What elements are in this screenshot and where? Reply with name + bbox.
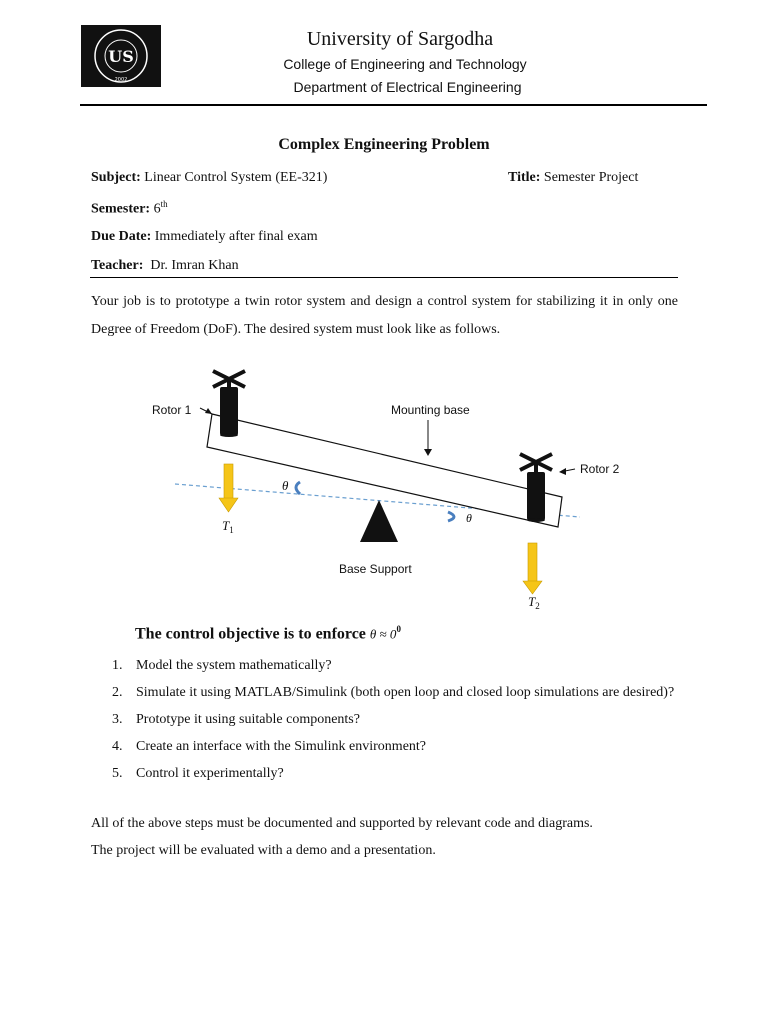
closing-line-2: The project will be evaluated with a demo and a presentation. [91,843,436,858]
svg-text:T2 [528,594,540,611]
header-divider [80,104,707,106]
theta-arrow-left [296,482,300,494]
rotor-1-label: Rotor 1 [152,403,192,417]
thrust-arrow-t1 [219,464,238,512]
due-date-field [91,229,318,245]
teacher-label: Teacher: [91,258,144,273]
list-item-number: 2. [112,685,123,700]
theta-label-left: θ [282,478,289,493]
list-item-text: Model the system mathematically? [136,658,332,673]
t2-subscript: 2 [535,601,540,611]
semester-value: 6 [153,201,161,217]
base-support-label: Base Support [339,562,412,576]
t1-label: T [222,518,230,533]
t2-label: T [528,594,536,609]
subject-value: Linear Control System (EE-321) [144,170,328,185]
subject-label: Subject: [91,170,141,185]
thrust-arrow-t2 [523,543,542,594]
list-item [112,679,678,706]
list-item-text: Prototype it using suitable components? [136,712,360,727]
semester-suffix: th [160,199,168,209]
list-item [112,733,678,760]
college-name: College of Engineering and Technology [283,56,527,72]
t1-subscript: 1 [229,525,234,535]
list-item [112,706,678,733]
theta-label-right: θ [466,511,472,525]
list-item [112,760,678,787]
mounting-base-label: Mounting base [391,403,470,417]
objective-text: The control objective is to enforce [135,625,366,643]
list-item-text: Create an interface with the Simulink environment? [136,739,427,754]
title-field [508,170,638,186]
list-item-number: 4. [112,739,123,754]
steps-list [112,652,678,787]
due-date-value: Immediately after final exam [154,229,318,244]
mounting-base-bar [207,414,562,527]
svg-text:T1 [222,518,234,535]
title-value: Semester Project [543,170,639,185]
list-item [112,652,678,679]
objective-math-sup: 0 [396,624,401,634]
university-name: University of Sargodha [306,28,494,50]
base-support-triangle [360,500,398,542]
due-date-label: Due Date: [91,229,152,244]
title-label: Title: [508,170,541,185]
list-item-text: Control it experimentally? [136,766,284,781]
rotor-2-label: Rotor 2 [580,462,620,476]
list-item-number: 1. [112,658,123,673]
semester-label: Semester: [91,201,151,217]
teacher-field [91,258,239,274]
theta-arrow-right [448,512,454,521]
logo-initials: US [108,47,134,66]
semester-field [91,199,168,218]
document-title: Complex Engineering Problem [278,136,490,153]
objective-math: θ ≈ 0 [369,626,397,642]
closing-line-1: All of the above steps must be documented and supported by relevant code and diagrams. [91,816,593,831]
subject-field [91,170,327,186]
intro-paragraph: Your job is to prototype a twin rotor system and design a control system for stabilizing it in only one Degree of Freedom (DoF). The desired system must look like as follows. [91,294,678,337]
list-item-text: Simulate it using MATLAB/Simulink (both open loop and closed loop simulations are desired)? [136,685,675,700]
list-item-number: 3. [112,712,123,727]
info-divider [90,277,678,278]
department-name: Department of Electrical Engineering [293,79,522,95]
list-item-number: 5. [112,766,123,781]
logo-year: 2002 [114,77,128,83]
control-objective [135,624,401,643]
twin-rotor-diagram [150,362,640,622]
teacher-value: Dr. Imran Khan [150,258,239,273]
